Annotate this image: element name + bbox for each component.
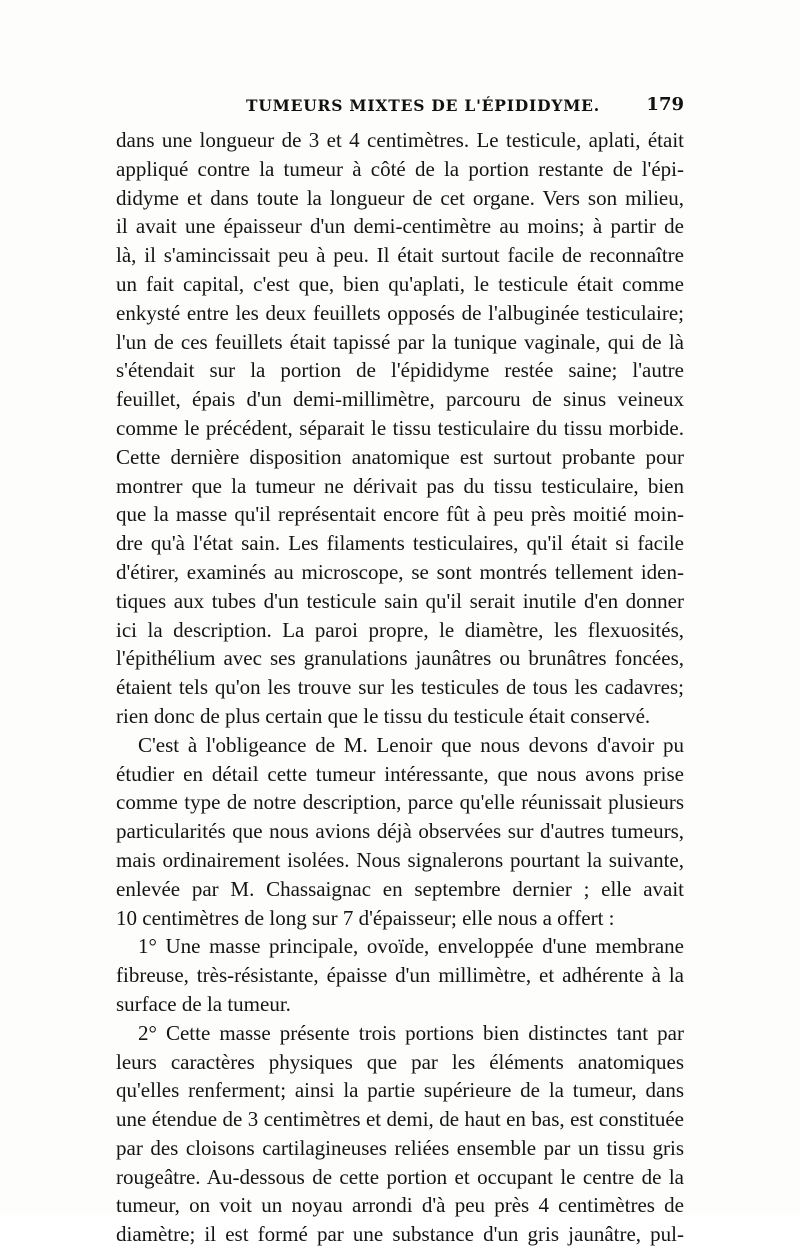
text-line: tumeur, on voit un noyau arrondi d'à peu près 4 centimètres de [116, 1193, 684, 1218]
text-line: rougeâtre. Au-dessous de cette portion et occupant le centre de la [116, 1164, 684, 1189]
text-line: enlevée par M. Chassaignac en septembre dernier ; elle avait [116, 876, 684, 901]
text-line: étudier en détail cette tumeur intéressante, que nous avons prise [116, 761, 684, 786]
text-line: rien donc de plus certain que le tissu du testicule était conservé. [116, 703, 651, 728]
text-line: mais ordinairement isolées. Nous signalerons pourtant la suivante, [116, 847, 684, 872]
text-line: montrer que la tumeur ne dérivait pas du tissu testiculaire, bien [116, 473, 684, 498]
text-line: l'un de ces feuillets était tapissé par la tunique vaginale, qui de là [116, 329, 684, 354]
text-line: 1° Une masse principale, ovoïde, enveloppée d'une membrane [138, 934, 684, 959]
page-header [116, 92, 684, 122]
text-line: dans une longueur de 3 et 4 centimètres. Le testicule, aplati, était [116, 128, 684, 152]
text-line: une étendue de 3 centimètres et demi, de haut en bas, est constituée [116, 1107, 684, 1132]
text-line: appliqué contre la tumeur à côté de la portion restante de l'épi- [116, 156, 684, 181]
text-line: dre qu'à l'état sain. Les filaments testiculaires, qu'il était si facile [116, 531, 684, 556]
text-line: 2° Cette masse présente trois portions bien distinctes tant par [138, 1020, 684, 1045]
text-line: qu'elles renferment; ainsi la partie supérieure de la tumeur, dans [116, 1078, 684, 1103]
text-line: d'étirer, examinés au microscope, se sont montrés tellement iden- [116, 559, 684, 584]
page-number: 179 [646, 94, 684, 115]
text-line: surface de la tumeur. [116, 991, 291, 1016]
text-line: diamètre; il est formé par une substance d'un gris jaunâtre, pul- [116, 1222, 684, 1247]
text-line: tiques aux tubes d'un testicule sain qu'il serait inutile d'en donner [116, 588, 684, 613]
text-line: didyme et dans toute la longueur de cet organe. Vers son milieu, [116, 185, 684, 210]
text-line: particularités que nous avions déjà observées sur d'autres tumeurs, [116, 819, 684, 844]
text-line: l'épithélium avec ses granulations jaunâtres ou brunâtres foncées, [116, 646, 684, 671]
running-title: TUMEURS MIXTES DE L'ÉPIDIDYME. [246, 96, 600, 115]
text-line: il avait une épaisseur d'un demi-centimètre au moins; à partir de [116, 214, 684, 239]
text-line: comme le précédent, séparait le tissu testiculaire du tissu morbide. [116, 415, 684, 440]
text-line: là, il s'amincissait peu à peu. Il était surtout facile de reconnaître [116, 243, 684, 268]
text-line: étaient tels qu'on les trouve sur les testicules de tous les cadavres; [116, 675, 684, 700]
text-line: 10 centimètres de long sur 7 d'épaisseur; elle nous a offert : [116, 905, 615, 930]
text-line: par des cloisons cartilagineuses reliées ensemble par un tissu gris [116, 1135, 684, 1160]
text-line: s'étendait sur la portion de l'épididyme restée saine; l'autre [116, 358, 684, 383]
body-text [116, 126, 684, 1249]
text-line: fibreuse, très-résistante, épaisse d'un millimètre, et adhérente à la [116, 963, 684, 988]
text-line: C'est à l'obligeance de M. Lenoir que nous devons d'avoir pu [138, 732, 684, 757]
text-line: comme type de notre description, parce qu'elle réunissait plusieurs [116, 790, 684, 815]
text-line: un fait capital, c'est que, bien qu'aplati, le testicule était comme [116, 271, 684, 296]
text-line: enkysté entre les deux feuillets opposés de l'albuginée testiculaire; [116, 300, 684, 325]
text-line: leurs caractères physiques que par les éléments anatomiques [116, 1049, 684, 1074]
text-line: feuillet, épais d'un demi-millimètre, parcouru de sinus veineux [116, 387, 684, 412]
text-line: ici la description. La paroi propre, le diamètre, les flexuosités, [116, 617, 684, 642]
text-line: Cette dernière disposition anatomique est surtout probante pour [116, 444, 684, 469]
text-line: que la masse qu'il représentait encore fût à peu près moitié moin- [116, 502, 684, 527]
